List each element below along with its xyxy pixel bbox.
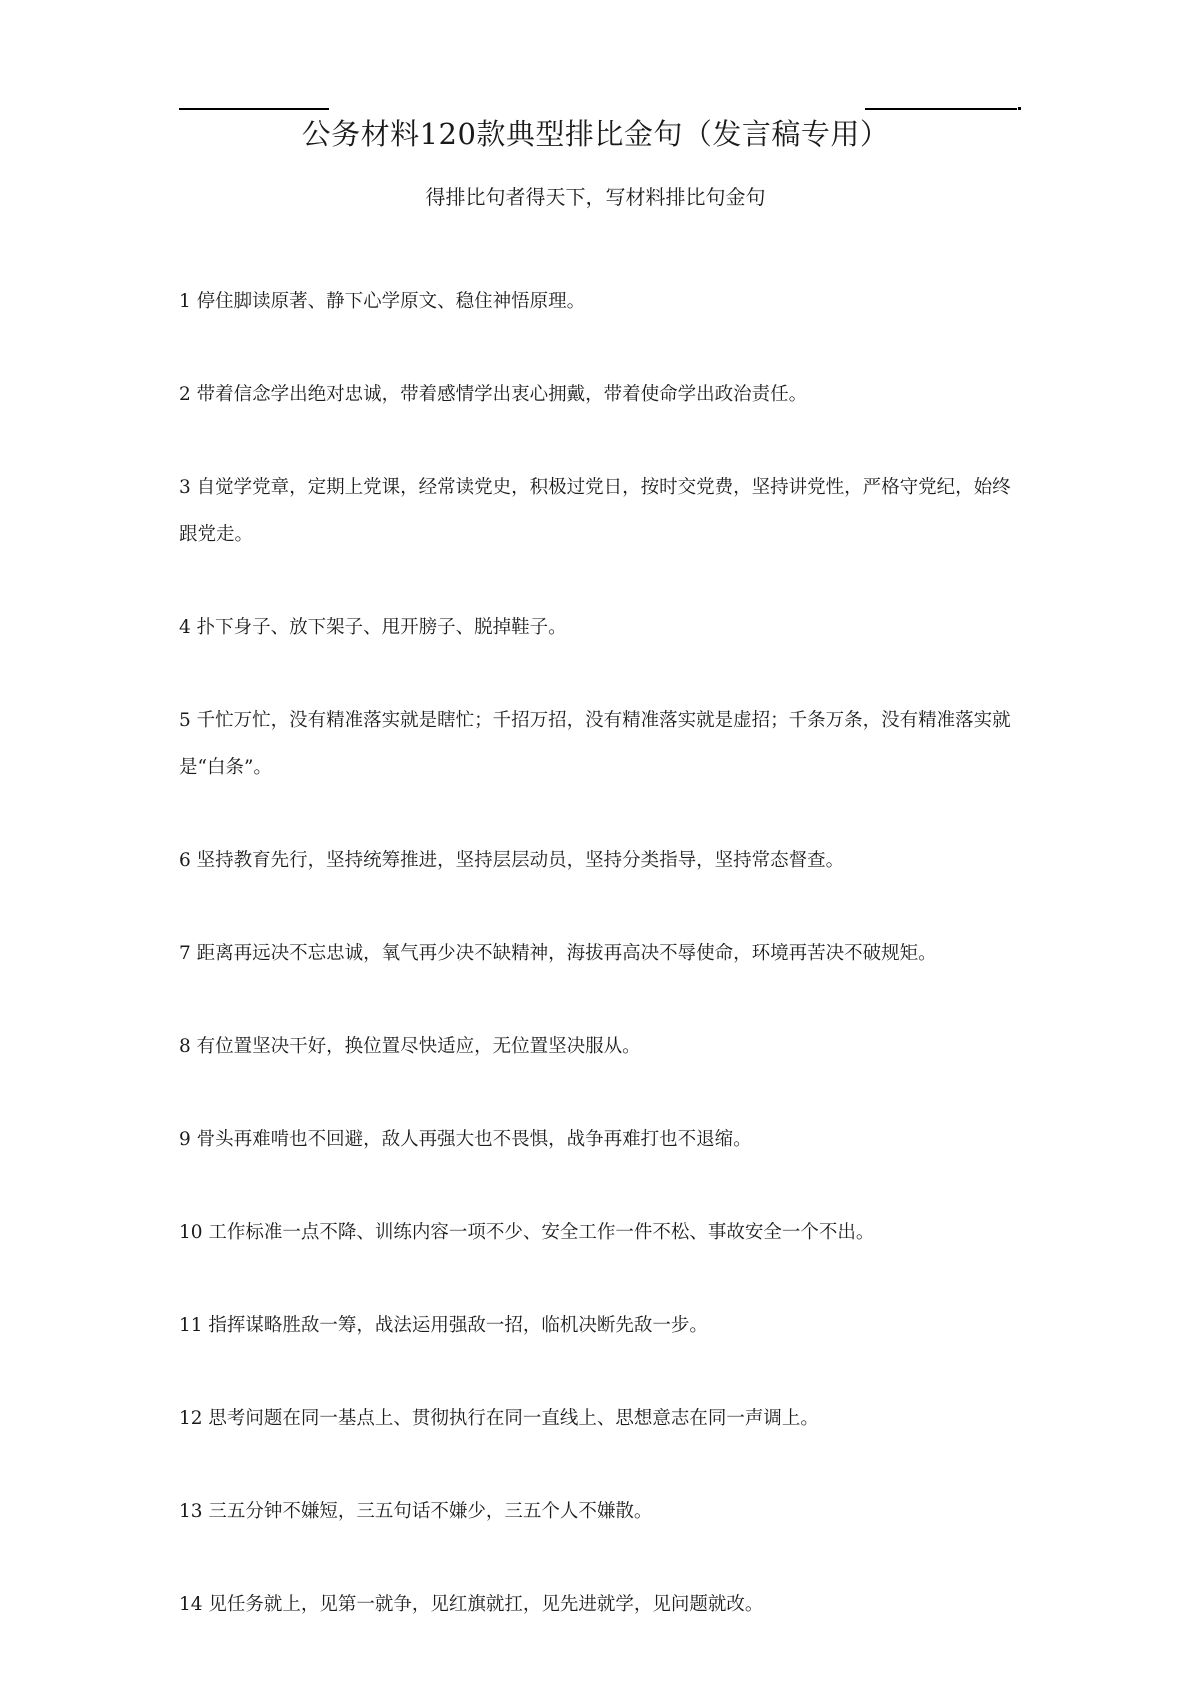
header-rule-left (179, 108, 329, 110)
list-item: 3 自觉学党章，定期上党课，经常读党史，积极过党日，按时交党费，坚持讲党性，严格守党纪，始终跟党走。 (179, 477, 1011, 545)
list-item: 4 扑下身子、放下架子、甩开膀子、脱掉鞋子。 (179, 617, 567, 638)
list-item: 9 骨头再难啃也不回避，敌人再强大也不畏惧，战争再难打也不退缩。 (179, 1129, 752, 1150)
header-rule-dot (1018, 107, 1021, 110)
list-item: 8 有位置坚决干好，换位置尽快适应，无位置坚决服从。 (179, 1036, 641, 1057)
list-item: 13 三五分钟不嫌短，三五句话不嫌少，三五个人不嫌散。 (179, 1501, 653, 1522)
list-item: 11 指挥谋略胜敌一筹，战法运用强敌一招，临机决断先敌一步。 (179, 1315, 708, 1336)
list-item: 14 见任务就上，见第一就争，见红旗就扛，见先进就学，见问题就改。 (179, 1594, 764, 1615)
document-subtitle: 得排比句者得天下，写材料排比句金句 (425, 185, 766, 209)
document-title: 公务材料120款典型排比金句（发言稿专用） (301, 117, 890, 151)
list-item: 12 思考问题在同一基点上、贯彻执行在同一直线上、思想意志在同一声调上。 (179, 1408, 819, 1429)
list-item: 1 停住脚读原著、静下心学原文、稳住神悟原理。 (179, 291, 586, 312)
list-item: 2 带着信念学出绝对忠诚，带着感情学出衷心拥戴，带着使命学出政治责任。 (179, 384, 808, 405)
list-item: 6 坚持教育先行，坚持统筹推进，坚持层层动员，坚持分类指导，坚持常态督查。 (179, 850, 845, 871)
list-item: 7 距离再远决不忘忠诚，氧气再少决不缺精神，海拔再高决不辱使命，环境再苦决不破规矩。 (179, 943, 937, 964)
header-rule-right (865, 108, 1017, 110)
list-item: 10 工作标准一点不降、训练内容一项不少、安全工作一件不松、事故安全一个不出。 (179, 1222, 875, 1243)
list-item: 5 千忙万忙，没有精准落实就是瞎忙；千招万招，没有精准落实就是虚招；千条万条，没有精准落实就是“白条”。 (179, 710, 1011, 778)
sentence-list (179, 278, 1019, 1674)
